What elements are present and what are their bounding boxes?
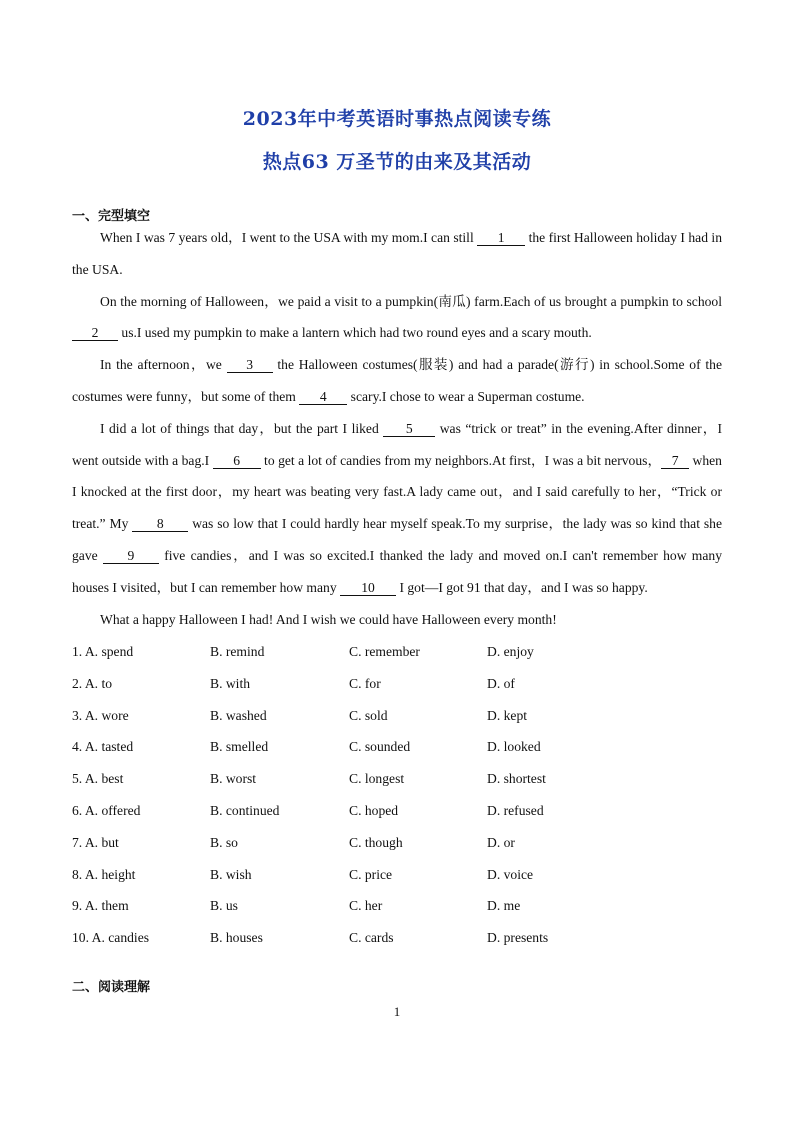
paragraph-5: What a happy Halloween I had! And I wish we could have Halloween every month! xyxy=(100,611,557,627)
blank-8: 8 xyxy=(132,516,188,532)
paragraph-2: On the morning of Halloween，we paid a visit to a pumpkin(南瓜) farm.Each of us brought a pumpkin to school 2 us.I used my pumpkin to make a lantern which had two round eyes and a scary mouth. xyxy=(72,286,722,350)
answer-options xyxy=(72,640,722,958)
option-c: C. remember xyxy=(349,644,420,659)
option-b: B. smelled xyxy=(210,739,269,755)
option-c: C. longest xyxy=(349,771,405,787)
question-row xyxy=(72,831,722,863)
option-c: C. for xyxy=(349,675,381,691)
blank-3: 3 xyxy=(227,357,273,373)
blank-5: 5 xyxy=(383,421,435,437)
option-a: 9. A. them xyxy=(72,898,129,914)
question-row xyxy=(72,894,722,926)
option-d: D. presents xyxy=(487,930,549,946)
option-d: D. refused xyxy=(487,802,544,818)
section-heading-cloze: 一、完型填空 xyxy=(72,209,151,224)
paragraph-4: I did a lot of things that day，but the part I liked 5 was “trick or treat” in the evening.After dinner，I went outside with a bag.I 6 to get a lot of candies from my neighbors.At first，I was a bit nervous， 7 when I knocked at the first door，my heart was beating very fast.A lady came out，and I said carefully to her，“Trick or treat.” My 8 was so low that I could hardly hear myself speak.To my surprise，the lady was so kind that she gave 9 five candies，and I was so excited.I thanked the lady and moved on.I can't remember how many houses I visited，but I can remember how many 10 I got—I got 91 that day，and I was so happy. xyxy=(72,420,723,595)
page-title: 2023年中考英语时事热点阅读专练 xyxy=(242,108,552,130)
option-a: 3. A. wore xyxy=(72,707,129,723)
option-d: D. or xyxy=(487,834,515,850)
option-c: C. sold xyxy=(349,707,388,723)
page-subtitle: 热点63 万圣节的由来及其活动 xyxy=(262,151,532,173)
option-b: B. houses xyxy=(210,930,263,946)
option-a: 5. A. best xyxy=(72,771,124,787)
option-b: B. continued xyxy=(210,802,280,818)
question-row xyxy=(72,767,722,799)
option-a: 7. A. but xyxy=(72,834,119,850)
question-row xyxy=(72,799,722,831)
option-d: D. enjoy xyxy=(487,644,534,659)
option-c: C. sounded xyxy=(349,739,411,755)
option-a: 4. A. tasted xyxy=(72,739,134,755)
option-c: C. though xyxy=(349,834,403,850)
question-row xyxy=(72,863,722,895)
option-a: 1. A. spend xyxy=(72,644,134,659)
question-row xyxy=(72,735,722,767)
paragraph-3: In the afternoon，we 3 the Halloween costumes(服装) and had a parade(游行) in school.Some of the costumes were funny，but some of them 4 scary.I chose to wear a Superman costume. xyxy=(72,357,722,404)
option-a: 10. A. candies xyxy=(72,930,150,946)
paragraph-1: When I was 7 years old，I went to the USA with my mom.I can still 1 the first Halloween holiday I had in the USA. xyxy=(72,230,722,277)
option-b: B. remind xyxy=(210,644,265,659)
option-a: 8. A. height xyxy=(72,866,136,882)
blank-7: 7 xyxy=(661,453,689,469)
blank-6: 6 xyxy=(213,453,261,469)
option-b: B. washed xyxy=(210,707,267,723)
question-row xyxy=(72,672,722,704)
option-d: D. voice xyxy=(487,866,534,882)
option-a: 2. A. to xyxy=(72,675,113,691)
question-row xyxy=(72,704,722,736)
blank-1: 1 xyxy=(477,230,525,246)
option-a: 6. A. offered xyxy=(72,802,141,818)
option-b: B. with xyxy=(210,675,251,691)
option-b: B. wish xyxy=(210,866,252,882)
blank-9: 9 xyxy=(103,548,159,564)
blank-4: 4 xyxy=(299,389,347,405)
section-heading-reading: 二、阅读理解 xyxy=(72,980,151,995)
option-c: C. hoped xyxy=(349,802,399,818)
option-d: D. me xyxy=(487,898,521,914)
option-c: C. price xyxy=(349,866,393,882)
option-c: C. cards xyxy=(349,930,394,946)
option-d: D. of xyxy=(487,675,515,691)
option-b: B. so xyxy=(210,834,238,850)
option-d: D. kept xyxy=(487,707,528,723)
question-row xyxy=(72,926,722,958)
blank-2: 2 xyxy=(72,325,118,341)
option-d: D. shortest xyxy=(487,771,546,787)
option-b: B. worst xyxy=(210,771,257,787)
option-b: B. us xyxy=(210,898,238,914)
blank-10: 10 xyxy=(340,580,396,596)
option-c: C. her xyxy=(349,898,383,914)
cloze-passage xyxy=(72,222,722,635)
option-d: D. looked xyxy=(487,739,541,755)
question-row xyxy=(72,640,722,672)
page-number: 1 xyxy=(393,1004,401,1019)
